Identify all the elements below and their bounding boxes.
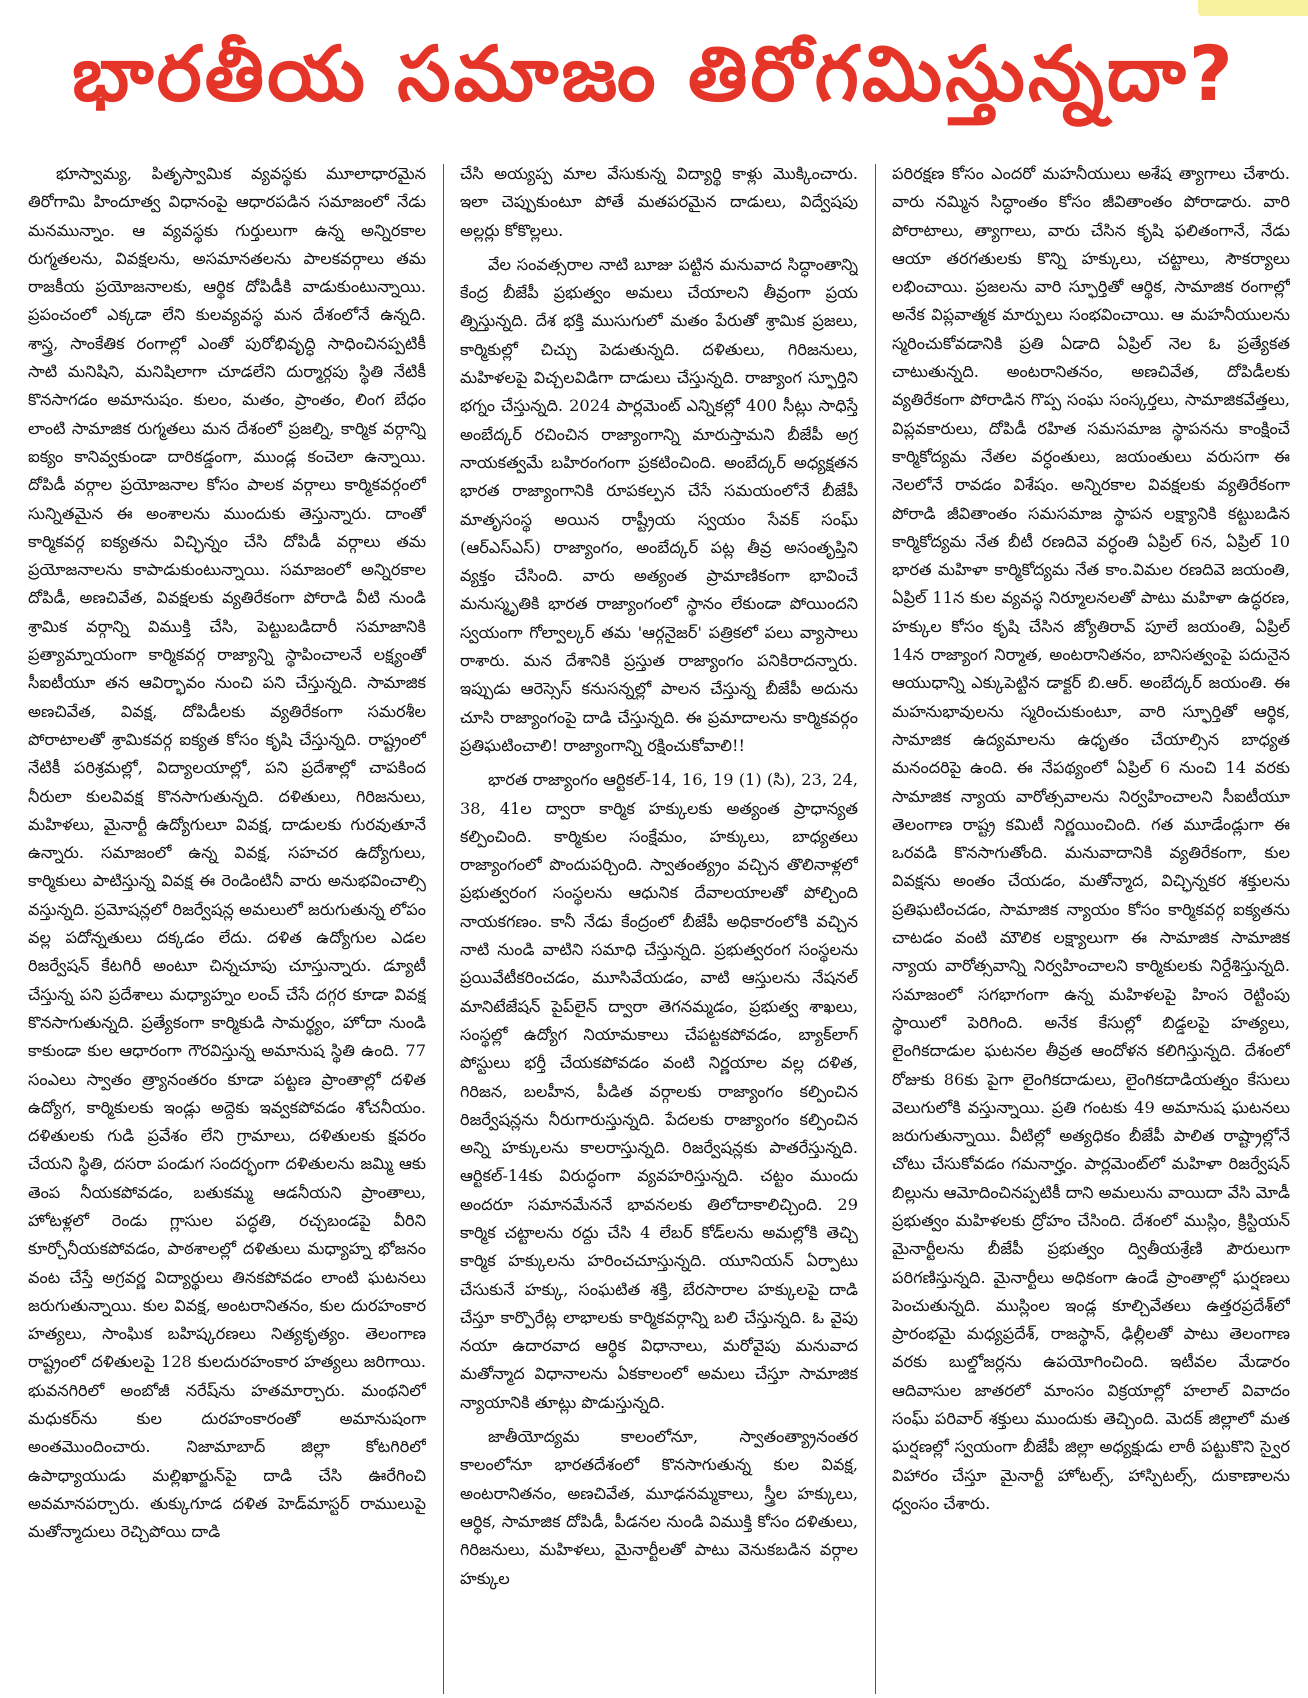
column-2: [460, 160, 858, 1698]
paragraph: భారత రాజ్యాంగం ఆర్టికల్-14, 16, 19 (1) (సి), 23, 24, 38, 41ల ద్వారా కార్మిక హక్కులకు అత్యంత ప్రాధాన్యత కల్పించింది. కార్మికుల సంక్షేమం, హక్కులు, బాధ్యతలు రాజ్యాంగంలో పొందుపర్చింది. స్వాతంత్య్రం వచ్చిన తొలినాళ్లలో ప్రభుత్వరంగ సంస్థలను ఆధునిక దేవాలయాలతో పోల్చింది నాయకగణం. కానీ నేడు కేంద్రంలో బీజేపీ అధికారంలోకి వచ్చిన నాటి నుండి వాటిని సమాధి చేస్తున్నది. ప్రభుత్వరంగ సంస్థలను ప్రయివేటీకరించడం, మూసివేయడం, వాటి ఆస్తులను నేషనల్ మానిటేజేషన్ పైప్‌లైన్ ద్వారా తెగనమ్మడం, ప్రభుత్వ శాఖలు, సంస్థల్లో ఉద్యోగ నియామకాలు చేపట్టకపోవడం, బ్యాక్‌లాగ్ పోస్టులు భర్తీ చేయకపోవడం వంటి నిర్ణయాల వల్ల దళిత, గిరిజన, బలహీన, పీడిత వర్గాలకు రాజ్యాంగం కల్పించిన రిజర్వేషన్లను నీరుగారుస్తున్నది. పేదలకు రాజ్యాంగం కల్పించిన అన్ని హక్కులను కాలరాస్తున్నది. రిజర్వేషన్లకు పాతరేస్తున్నది. ఆర్టికల్-14కు విరుద్ధంగా వ్యవహరిస్తున్నది. చట్టం ముందు అందరూ సమానమేననే భావనలకు తిలోదాకాలిచ్చింది. 29 కార్మిక చట్టాలను రద్దు చేసి 4 లేబర్ కోడ్‌లను అమల్లోకి తెచ్చి కార్మిక హక్కులను హరించచూస్తున్నది. యూనియన్ ఏర్పాటు చేసుకునే హక్కు, సంఘటిత శక్తి, బేరసారాల హక్కులపై దాడి చేస్తూ కార్పొరేట్ల లాభాలకు కార్మికవర్గాన్ని బలి చేస్తున్నది. ఓ వైపు నయా ఉదారవాద ఆర్థిక విధానాలు, మరోవైపు మనువాద మతోన్మాద విధానాలను ఏకకాలంలో అమలు చేస్తూ సామాజిక న్యాయానికి తూట్లు పొడుస్తున్నది.: [460, 770, 858, 1412]
article-body: [28, 160, 1290, 1698]
headline: భారతీయ సమాజం తిరోగమిస్తున్నదా?: [72, 29, 1236, 118]
column-divider: [875, 164, 876, 1694]
corner-tab: [1198, 0, 1308, 16]
column-3: [892, 160, 1290, 1698]
paragraph: వేల సంవత్సరాల నాటి బూజు పట్టిన మనువాద సిద్ధాంతాన్ని కేంద్ర బీజేపీ ప్రభుత్వం అమలు చేయాలని తీవ్రంగా ప్రయ త్నిస్తున్నది. దేశ భక్తి ముసుగులో మతం పేరుతో శ్రామిక ప్రజలు, కార్మికుల్లో చిచ్చు పెడుతున్నది. దళితులు, గిరిజనులు, మహిళలపై విచ్చలవిడిగా దాడులు చేస్తున్నది. రాజ్యాంగ స్ఫూర్తిని భగ్నం చేస్తున్నది. 2024 పార్లమెంట్ ఎన్నికల్లో 400 సీట్లు సాధిస్తే అంబేద్కర్ రచించిన రాజ్యాంగాన్ని మారుస్తామని బీజేపీ అగ్ర నాయకత్వమే బహిరంగంగా ప్రకటించింది. అంబేద్కర్ అధ్యక్షతన భారత రాజ్యాంగానికి రూపకల్పన చేసే సమయంలోనే బీజేపీ మాతృసంస్థ అయిన రాష్ట్రీయ స్వయం సేవక్ సంఘ్ (ఆర్ఎస్ఎస్) రాజ్యాంగం, అంబేద్కర్ పట్ల తీవ్ర అసంతృప్తిని వ్యక్తం చేసింది. వారు అత్యంత ప్రామాణికంగా భావించే మనుస్మృతికి భారత రాజ్యాంగంలో స్థానం లేకుండా పోయిందని స్వయంగా గోల్వాల్కర్ తమ 'ఆర్గనైజర్' పత్రికలో పలు వ్యాసాలు రాశారు. మన దేశానికి ప్రస్తుత రాజ్యాంగం పనికిరాదన్నారు. ఇప్పుడు ఆరెస్సెస్ కనుసన్నల్లో పాలన చేస్తున్న బీజేపీ అదును చూసి రాజ్యాంగంపై దాడి చేస్తున్నది. ఈ ప్రమాదాలను కార్మికవర్గం ప్రతిఘటించాలి! రాజ్యాంగాన్ని రక్షించుకోవాలి!!: [460, 254, 858, 755]
paragraph: చేసి అయ్యప్ప మాల వేసుకున్న విద్యార్థి కాళ్లు మొక్కించారు. ఇలా చెప్పుకుంటూ పోతే మతపరమైన దాడులు, విద్వేషపు అల్లర్లు కోకొల్లలు.: [460, 164, 858, 240]
paragraph: పరిరక్షణ కోసం ఎందరో మహనీయులు అశేష త్యాగాలు చేశారు. వారు నమ్మిన సిద్ధాంతం కోసం జీవితాంతం పోరాడారు. వారి పోరాటాలు, త్యాగాలు, వారు చేసిన కృషి ఫలితంగానే, నేడు ఆయా తరగతులకు కొన్ని హక్కులు, చట్టాలు, సౌకర్యాలు లభించాయి. ప్రజలను వారి స్ఫూర్తితో ఆర్థిక, సామాజిక రంగాల్లో అనేక విప్లవాత్మక మార్పులు సంభవించాయి. ఆ మహనీయులను స్మరించుకోవడానికి ప్రతి ఏడాది ఏప్రిల్ నెల ఓ ప్రత్యేకత చాటుతున్నది. అంటరానితనం, అణచివేత, దోపిడీలకు వ్యతిరేకంగా పోరాడిన గొప్ప సంఘ సంస్కర్తలు, సామాజికవేత్తలు, విప్లవకారులు, దోపిడీ రహిత సమసమాజ స్థాపనను కాంక్షించే కార్మికోద్యమ నేతల వర్ధంతులు, జయంతులు వరుసగా ఈ నెలలోనే రావడం విశేషం. అన్నిరకాల వివక్షలకు వ్యతిరేకంగా పోరాడి జీవితాంతం సమసమాజ స్థాపన లక్ష్యానికి కట్టుబడిన కార్మికోద్యమ నేత బీటీ రణదివె వర్ధంతి ఏప్రిల్ 6న, ఏప్రిల్ 10 భారత మహిళా కార్మికోద్యమ నేత కాం.విమల రణదివె జయంతి, ఏప్రిల్ 11న కుల వ్యవస్థ నిర్మూలనలతో పాటు మహిళా ఉద్ధరణ, హక్కుల కోసం కృషి చేసిన జ్యోతిరావ్ పూలే జయంతి, ఏప్రిల్ 14న రాజ్యాంగ నిర్మాత, అంటరానితనం, బానిసత్వంపై పదునైన ఆయుధాన్ని ఎక్కుపెట్టిన డాక్టర్ బి.ఆర్. అంబేద్కర్ జయంతి. ఈ మహనుభావులను స్మరించుకుంటూ, వారి స్ఫూర్తితో ఆర్థిక, సామాజిక ఉద్యమాలను ఉధృతం చేయాల్సిన బాధ్యత మనందరిపై ఉంది. ఈ నేపథ్యంలో ఏప్రిల్ 6 నుంచి 14 వరకు సామాజిక న్యాయ వారోత్సవాలను నిర్వహించాలని సీఐటీయూ తెలంగాణ రాష్ట్ర కమిటీ నిర్ణయించింది. గత మూడేండ్లుగా ఈ ఒరవడి కొనసాగుతోంది. మనువాదానికి వ్యతిరేకంగా, కుల వివక్షను అంతం చేయడం, మతోన్మాద, విచ్ఛిన్నకర శక్తులను ప్రతిఘటించడం, సామాజిక న్యాయం కోసం కార్మికవర్గ ఐక్యతను చాటడం వంటి మౌలిక లక్ష్యాలుగా ఈ సామాజిక సామాజిక న్యాయ వారోత్సవాన్ని నిర్వహించాలని కార్మికులకు నిర్దేశిస్తున్నది. సమాజంలో సగభాగంగా ఉన్న మహిళలపై హింస రెట్టింపు స్థాయిలో పెరిగింది. అనేక కేసుల్లో బిడ్డలపై హత్యలు, లైంగికదాడుల ఘటనల తీవ్రత ఆందోళన కలిగిస్తున్నది. దేశంలో రోజుకు 86కు పైగా లైంగికదాడులు, లైంగికదాడియత్నం కేసులు వెలుగులోకి వస్తున్నాయి. ప్రతి గంటకు 49 అమానుష ఘటనలు జరుగుతున్నాయి. వీటిల్లో అత్యధికం బీజేపీ పాలిత రాష్ట్రాల్లోనే చోటు చేసుకోవడం గమనార్హం. పార్లమెంట్‌లో మహిళా రిజర్వేషన్ బిల్లును ఆమోదించినప్పటికీ దాని అమలును వాయిదా వేసి మోడీ ప్రభుత్వం మహిళలకు ద్రోహం చేసింది. దేశంలో ముస్లిం, క్రిస్టియన్ మైనార్టీలను బీజేపీ ప్రభుత్వం ద్వితీయశ్రేణి పౌరులుగా పరిగణిస్తున్నది. మైనార్టీలు అధికంగా ఉండే ప్రాంతాల్లో ఘర్షణలు పెంచుతున్నది. ముస్లింల ఇండ్ల కూల్చివేతలు ఉత్తరప్రదేశ్‌లో ప్రారంభమై మధ్యప్రదేశ్, రాజస్థాన్, ఢిల్లీలతో పాటు తెలంగాణ వరకు బుల్డోజర్లను ఉపయోగించింది. ఇటీవల మేడారం ఆదివాసుల జాతరలో మాంసం విక్రయాల్లో హలాల్ వివాదం సంఘ్ పరివార్ శక్తులు ముందుకు తెచ్చింది. మెదక్ జిల్లాలో మత ఘర్షణల్లో స్వయంగా బీజేపీ జిల్లా అధ్యక్షుడు లాఠీ పట్టుకొని స్వైర విహారం చేస్తూ మైనార్టీ హోటల్స్, హాస్పిటల్స్, దుకాణాలను ధ్వంసం చేశారు.: [892, 164, 1290, 1513]
column-divider: [443, 164, 444, 1694]
paragraph: భూస్వామ్య, పితృస్వామిక వ్యవస్థకు మూలాధారమైన తిరోగామి హిందూత్వ విధానంపై ఆధారపడిన సమాజంలో నేడు మనమున్నాం. ఆ వ్యవస్థకు గుర్తులుగా ఉన్న అన్నిరకాల రుగ్మతలను, వివక్షలను, అసమానతలను పాలకవర్గాలు తమ రాజకీయ ప్రయోజనాలకు, ఆర్థిక దోపిడీకి వాడుకుంటున్నాయి. ప్రపంచంలో ఎక్కడా లేని కులవ్యవస్థ మన దేశంలోనే ఉన్నది. శాస్త్ర, సాంకేతిక రంగాల్లో ఎంతో పురోభివృద్ధి సాధించినప్పటికీ సాటి మనిషిని, మనిషిలాగా చూడలేని దుర్మార్గపు స్థితి నేటికీ కొనసాగడం అమానుషం. కులం, మతం, ప్రాంతం, లింగ బేధం లాంటి సామాజిక రుగ్మతలు మన దేశంలో ప్రజల్ని, కార్మిక వర్గాన్ని ఐక్యం కానివ్వకుండా దారికడ్డంగా, ముండ్ల కంచెలా ఉన్నాయి. దోపిడీ వర్గాల ప్రయోజనాల కోసం పాలక వర్గాలు కార్మికవర్గంలో సున్నితమైన ఈ అంశాలను ముందుకు తెస్తున్నారు. దాంతో కార్మికవర్గ ఐక్యతను విచ్ఛిన్నం చేసి దోపిడీ వర్గాలు తమ ప్రయోజనాలను కాపాడుకుంటున్నాయి. సమాజంలో అన్నిరకాల దోపిడీ, అణచివేత, వివక్షలకు వ్యతిరేకంగా పోరాడి వీటి నుండి శ్రామిక వర్గాన్ని విముక్తి చేసి, పెట్టుబడిదారీ సమాజానికి ప్రత్యామ్నాయంగా కార్మికవర్గ రాజ్యాన్ని స్థాపించాలనే లక్ష్యంతో సీఐటీయూ తన ఆవిర్భావం నుంచి పని చేస్తున్నది. సామాజిక అణచివేత, వివక్ష, దోపిడీలకు వ్యతిరేకంగా సమరశీల పోరాటాలతో శ్రామికవర్గ ఐక్యత కోసం కృషి చేస్తున్నది. రాష్ట్రంలో నేటికీ పరిశ్రమల్లో, విద్యాలయాల్లో, పని ప్రదేశాల్లో చాపకింద నీరులా కులవివక్ష కొనసాగుతున్నది. దళితులు, గిరిజనులు, మహిళలు, మైనార్టీ ఉద్యోగులూ వివక్ష, దాడులకు గురవుతూనే ఉన్నారు. సమాజంలో ఉన్న వివక్ష, సహచర ఉద్యోగులు, కార్మికులు పాటిస్తున్న వివక్ష ఈ రెండింటినీ వారు అనుభవించాల్సి వస్తున్నది. ప్రమోషన్లలో రిజర్వేషన్ల అమలులో జరుగుతున్న లోపం వల్ల పదోన్నతులు దక్కడం లేదు. దళిత ఉద్యోగుల ఎడల రిజర్వేషన్ కేటగిరీ అంటూ చిన్నచూపు చూస్తున్నారు. డ్యూటీ చేస్తున్న పని ప్రదేశాలు మధ్యాహ్నం లంచ్ చేసే దగ్గర కూడా వివక్ష కొనసాగుతున్నది. ప్రత్యేకంగా కార్మికుడి సామర్థ్యం, హోదా నుండి కాకుండా కుల ఆధారంగా గౌరవిస్తున్న అమానుష స్థితి ఉంది. 77 సంఎలు స్వాతం త్ర్యానంతరం కూడా పట్టణ ప్రాంతాల్లో దళిత ఉద్యోగ, కార్మికులకు ఇండ్లు అద్దెకు ఇవ్వకపోవడం శోచనీయం. దళితులకు గుడి ప్రవేశం లేని గ్రామాలు, దళితులకు క్షవరం చేయని స్థితి, దసరా పండుగ సందర్భంగా దళితులను జమ్మి ఆకు తెంప నీయకపోవడం, బతుకమ్మ ఆడనీయని ప్రాంతాలు, హోటళ్లలో రెండు గ్లాసుల పద్ధతి, రచ్చబండపై వీరిని కూర్చోనీయకపోవడం, పాఠశాలల్లో దళితులు మధ్యాహ్న భోజనం వంట చేస్తే అగ్రవర్ణ విద్యార్థులు తినకపోవడం లాంటి ఘటనలు జరుగుతున్నాయి. కుల వివక్ష, అంటరానితనం, కుల దురహంకార హత్యలు, సాంఘిక బహిష్కరణలు నిత్యకృత్యం. తెలంగాణ రాష్ట్రంలో దళితులపై 128 కులదురహంకార హత్యలు జరిగాయి. భువనగిరిలో అంబోజీ నరేష్‌ను హతమార్చారు. మంథనిలో మధుకర్‌ను కుల దురహంకారంతో అమానుషంగా అంతమొందించారు. నిజామాబాద్ జిల్లా కోటగిరిలో ఉపాధ్యాయుడు మల్లిఖార్జున్‌పై దాడి చేసి ఊరేగించి అవమానపర్చారు. తుక్కుగూడ దళిత హెడ్‌మాస్టర్ రాములుపై మతోన్మాదులు రెచ్చిపోయి దాడి: [28, 164, 426, 1542]
column-1: [28, 160, 426, 1698]
paragraph: జాతీయోద్యమ కాలంలోనూ, స్వాతంత్య్రానంతర కాలంలోనూ భారతదేశంలో కొనసాగుతున్న కుల వివక్ష, అంటరానితనం, అణచివేత, మూఢనమ్మకాలు, స్త్రీల హక్కులు, ఆర్థిక, సామాజిక దోపిడీ, పీడనల నుండి విముక్తి కోసం దళితులు, గిరిజనులు, మహిళలు, మైనార్టీలతో పాటు వెనుకబడిన వర్గాల హక్కుల: [460, 1427, 858, 1588]
